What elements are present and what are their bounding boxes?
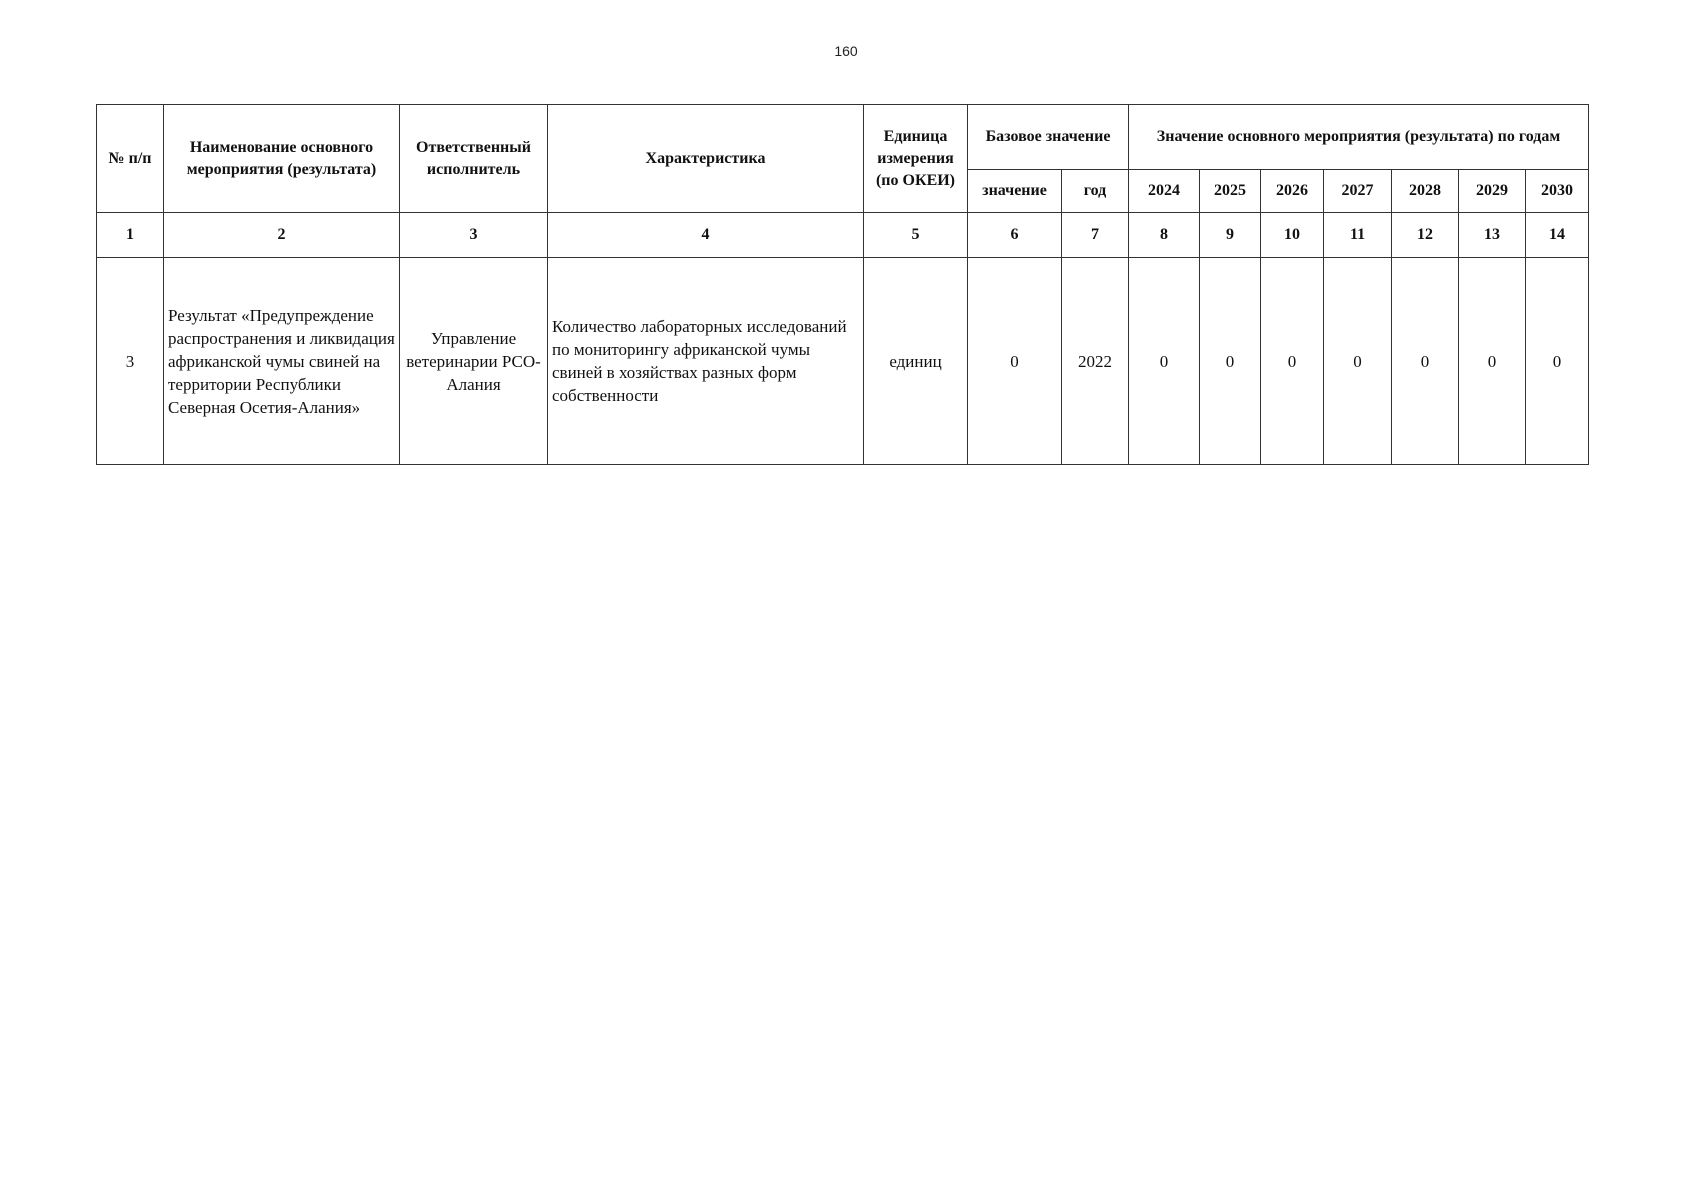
header-name: Наименование основного мероприятия (результата) (164, 105, 400, 213)
column-number: 12 (1392, 213, 1459, 258)
column-number: 2 (164, 213, 400, 258)
column-number: 14 (1526, 213, 1589, 258)
column-number: 13 (1459, 213, 1526, 258)
row-year-value: 0 (1526, 258, 1589, 465)
header-year: 2027 (1324, 170, 1392, 213)
header-executor: Ответственный исполнитель (400, 105, 548, 213)
table-row (97, 258, 1589, 465)
row-year-value: 0 (1459, 258, 1526, 465)
header-num: № п/п (97, 105, 164, 213)
row-year-value: 0 (1324, 258, 1392, 465)
row-year-value: 0 (1200, 258, 1261, 465)
row-num: 3 (97, 258, 164, 465)
header-row-1 (97, 105, 1589, 170)
header-base-value: значение (968, 170, 1062, 213)
header-year: 2026 (1261, 170, 1324, 213)
page-number: 160 (834, 43, 858, 59)
row-unit: единиц (864, 258, 968, 465)
column-number: 11 (1324, 213, 1392, 258)
column-number: 5 (864, 213, 968, 258)
row-year-value: 0 (1261, 258, 1324, 465)
row-year-value: 0 (1392, 258, 1459, 465)
header-characteristic: Характеристика (548, 105, 864, 213)
header-unit: Единица измерения (по ОКЕИ) (864, 105, 968, 213)
row-base-year: 2022 (1062, 258, 1129, 465)
column-number: 3 (400, 213, 548, 258)
column-number: 10 (1261, 213, 1324, 258)
results-table (96, 104, 1589, 465)
column-number: 4 (548, 213, 864, 258)
row-year-value: 0 (1129, 258, 1200, 465)
header-base: Базовое значение (968, 105, 1129, 170)
header-year: 2029 (1459, 170, 1526, 213)
header-years-group: Значение основного мероприятия (результата) по годам (1129, 105, 1589, 170)
header-year: 2024 (1129, 170, 1200, 213)
row-name: Результат «Предупреждение распространения и ликвидация африканской чумы свиней на территории Республики Северная Осетия-Алания» (164, 258, 400, 465)
row-base-value: 0 (968, 258, 1062, 465)
column-number: 8 (1129, 213, 1200, 258)
column-number-row (97, 213, 1589, 258)
column-number: 1 (97, 213, 164, 258)
header-year: 2028 (1392, 170, 1459, 213)
header-year: 2025 (1200, 170, 1261, 213)
header-base-year: год (1062, 170, 1129, 213)
column-number: 9 (1200, 213, 1261, 258)
header-year: 2030 (1526, 170, 1589, 213)
column-number: 6 (968, 213, 1062, 258)
row-characteristic: Количество лабораторных исследований по мониторингу африканской чумы свиней в хозяйствах разных форм собственности (548, 258, 864, 465)
row-executor: Управление ветеринарии РСО-Алания (400, 258, 548, 465)
column-number: 7 (1062, 213, 1129, 258)
